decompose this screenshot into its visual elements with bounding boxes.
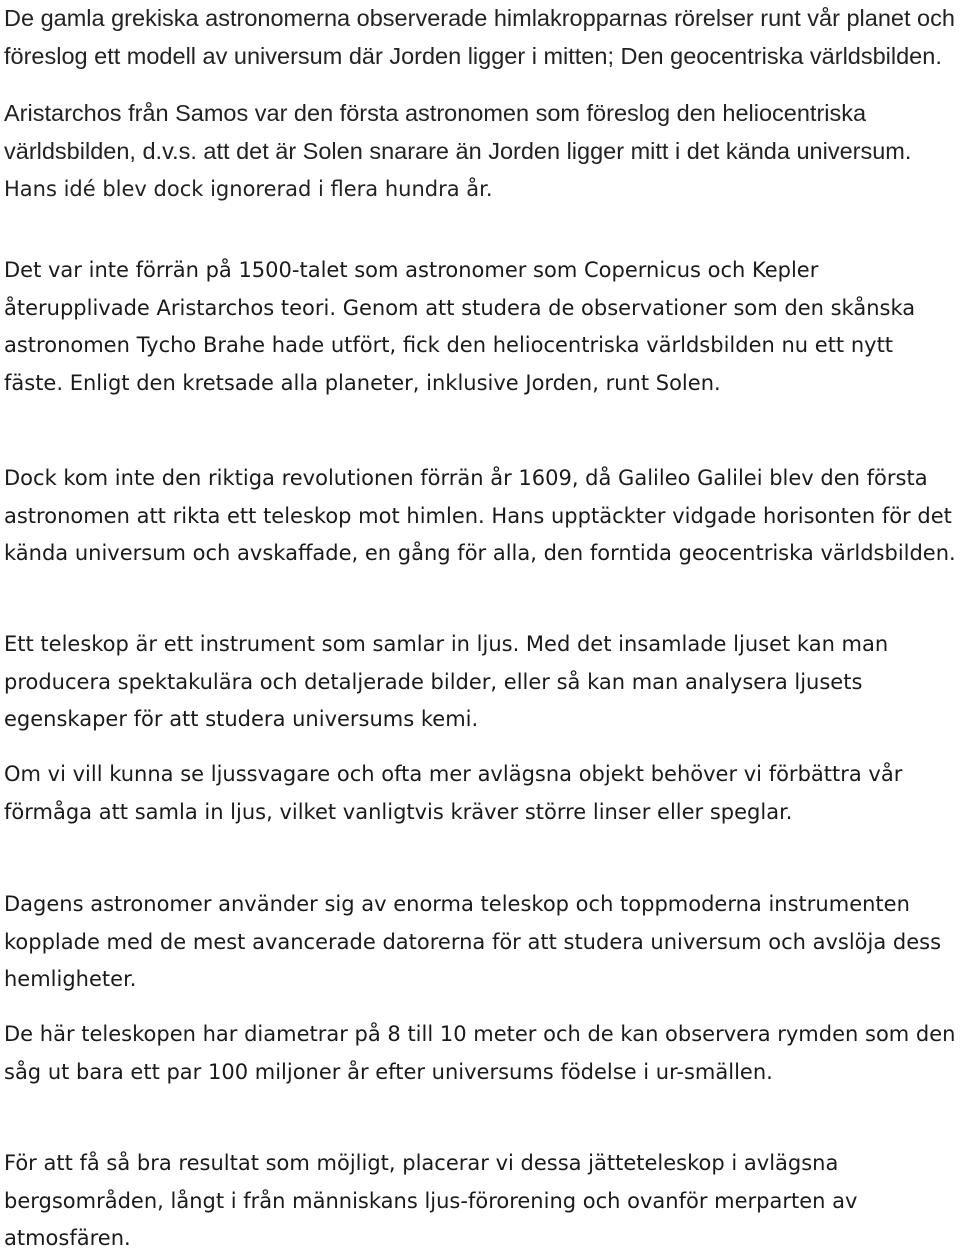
- paragraph-telescope-definition: Ett teleskop är ett instrument som samlar in ljus. Med det insamlade ljuset kan man producera spektakulära och detaljerade bilder, eller så kan man analysera ljusets egenskaper för att studera universums kemi.: [4, 632, 889, 732]
- paragraph-aristarchos-text: Aristarchos från Samos var den första astronomen som föreslog den heliocentriska världsbilden, d.v.s. att det är Solen snarare än Jorden ligger mitt i det kända universum.: [4, 100, 912, 164]
- paragraph-modern-astronomers: Dagens astronomer använder sig av enorma teleskop och toppmoderna instrumenten kopplade med de mest avancerade datorerna för att studera universum och avslöja dess hemligheter.: [4, 892, 942, 992]
- paragraph-copernicus: Det var inte förrän på 1500-talet som astronomer som Copernicus och Kepler återupplivade Aristarchos teori. Genom att studera de observationer som den skånska astronomen Tycho Brahe hade utfört, fick den heliocentriska världsbilden nu ett nytt fäste. Enligt den kretsade alla planeter, inklusive Jorden, runt Solen.: [4, 258, 916, 395]
- paragraph-telescope-location: För att få så bra resultat som möjligt, placerar vi dessa jätteteleskop i avlägsna bergsområden, långt i från människans ljus-förorening och ovanför merparten av atmosfären.: [4, 1151, 858, 1251]
- paragraph-aristarchos: [4, 95, 958, 209]
- paragraph-geocentric: De gamla grekiska astronomerna observerade himlakropparnas rörelser runt vår planet och föreslog ett modell av universum där Jorden ligger i mitten; Den geocentriska världsbilden.: [4, 5, 955, 69]
- paragraph-galileo: Dock kom inte den riktiga revolutionen förrän år 1609, då Galileo Galilei blev den första astronomen att rikta ett teleskop mot himlen. Hans upptäckter vidgade horisonten för det kända universum och avskaffade, en gång för alla, den forntida geocentriska världsbilden.: [4, 466, 956, 566]
- intro-block: [4, 0, 958, 209]
- paragraph-light-gathering: Om vi vill kunna se ljussvagare och ofta mer avlägsna objekt behöver vi förbättra vår förmåga att samla in ljus, vilket vanligtvis kräver större linser eller speglar.: [4, 762, 903, 824]
- paragraph-aristarchos-tail: Hans idé blev dock ignorerad i flera hundra år.: [4, 177, 493, 201]
- paragraph-telescope-diameter: De här teleskopen har diametrar på 8 till 10 meter och de kan observera rymden som den såg ut bara ett par 100 miljoner år efter universums födelse i ur-smällen.: [4, 1022, 956, 1084]
